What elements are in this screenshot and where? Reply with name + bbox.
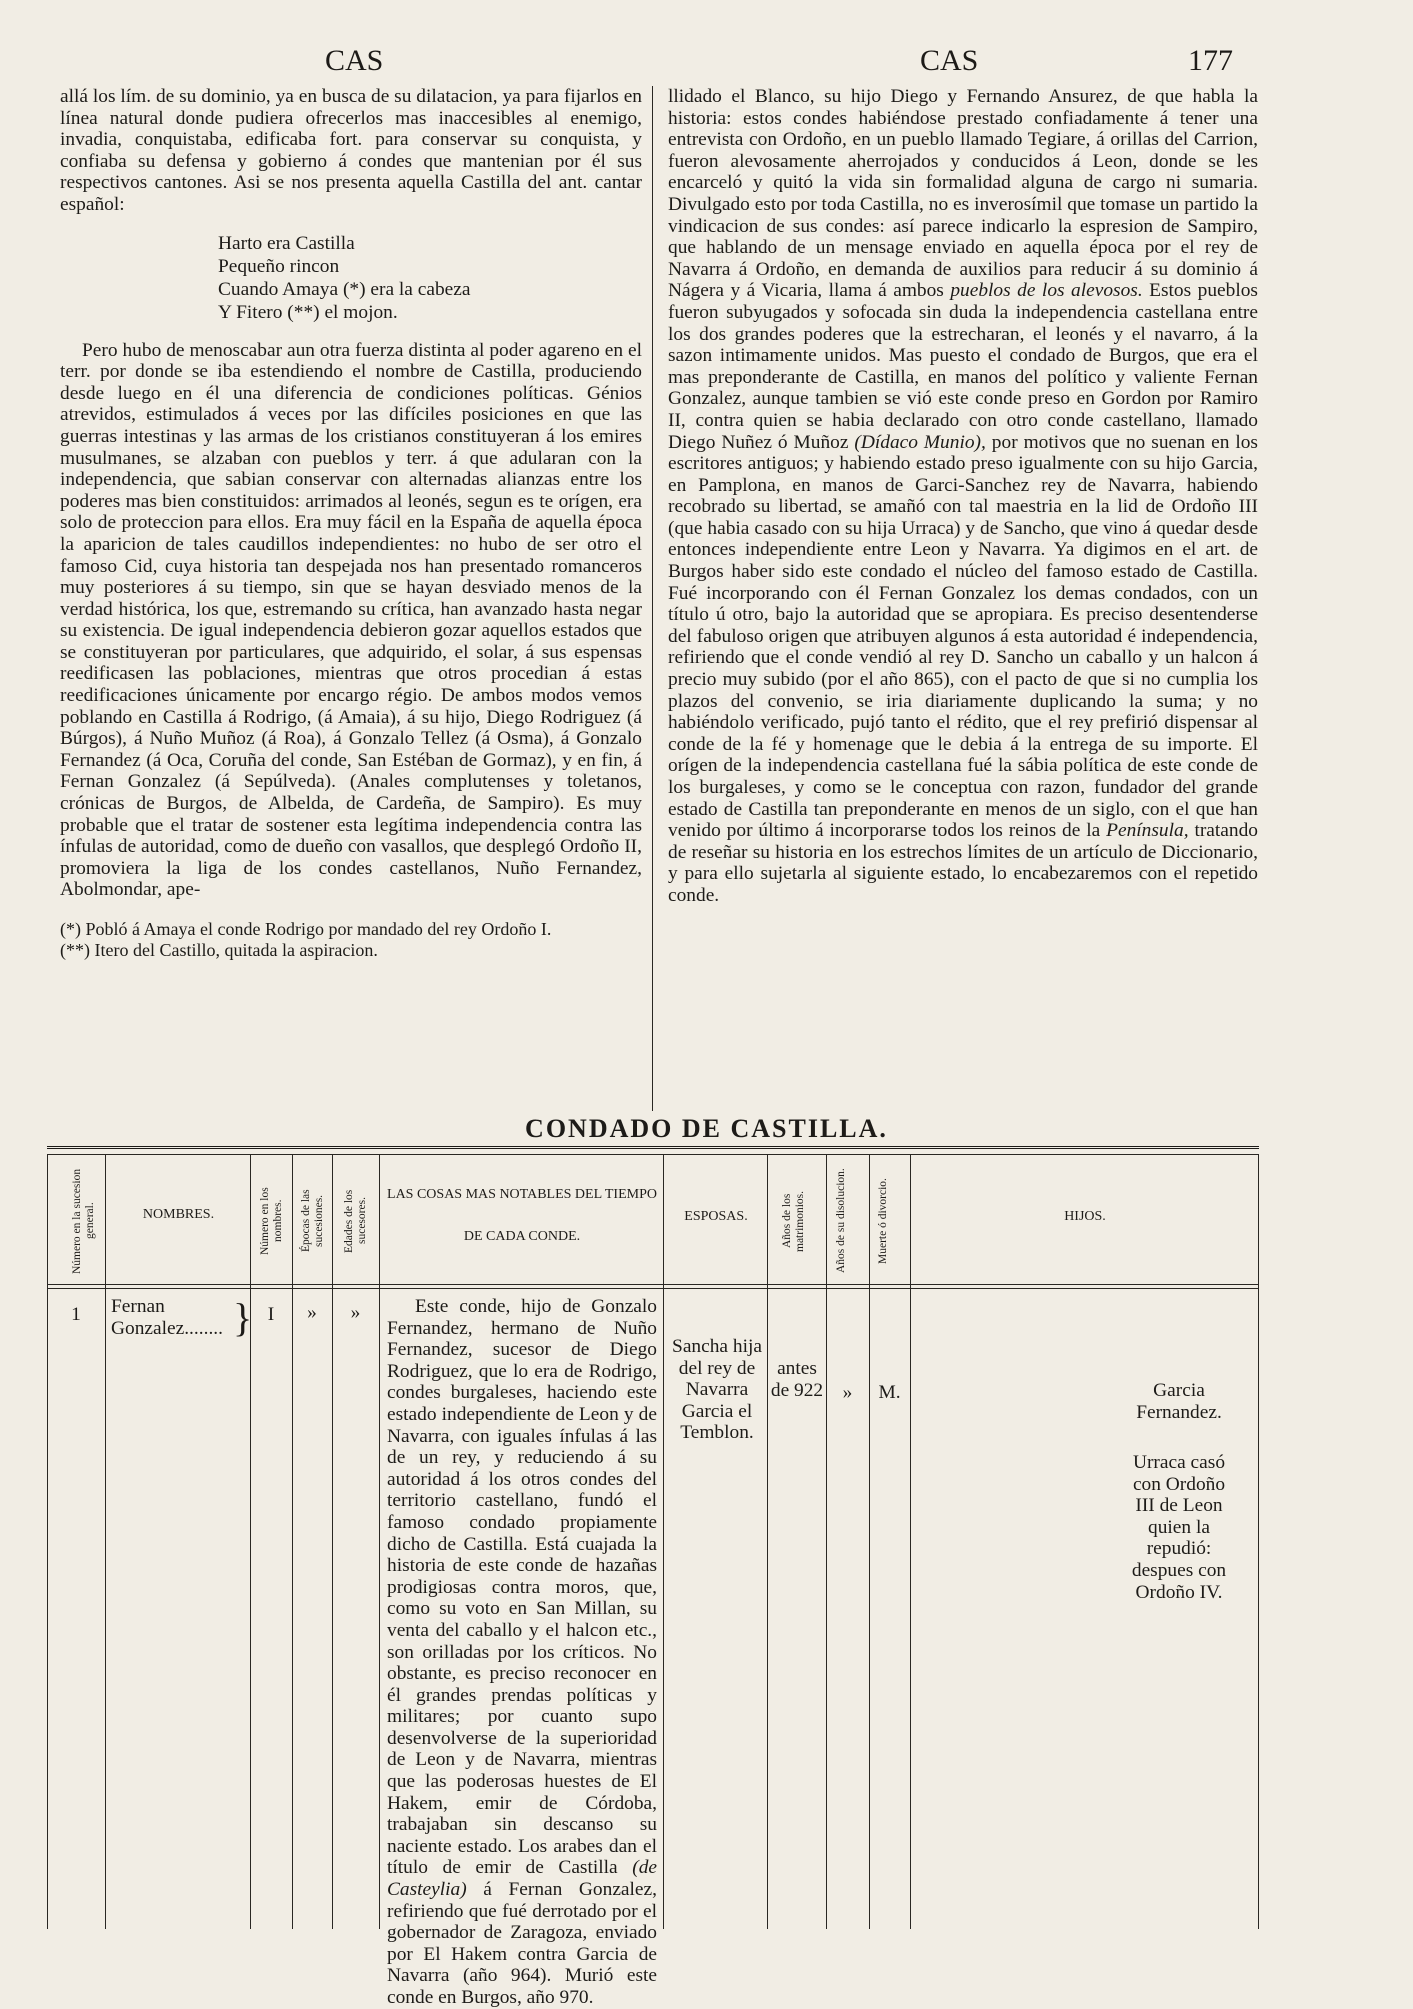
- section-title: CONDADO DE CASTILLA.: [525, 1114, 888, 1143]
- table-column-line: [250, 1154, 251, 1929]
- footnote-1: (*) Pobló á Amaya el conde Rodrigo por mandado del rey Ordoño I.: [60, 919, 552, 939]
- table-column-line: [379, 1154, 380, 1929]
- cell-hijo-2: Urraca casó con Ordoño III de Leon quien la repudió: despues con Ordoño IV.: [1131, 1452, 1227, 1603]
- cell-ano-matrimonio: antes de 922: [770, 1358, 824, 1401]
- running-header: [0, 44, 1413, 84]
- right-text-a: llidado el Blanco, su hijo Diego y Fernando Ansurez, de que habla la historia: estos condes habiéndose prestado confiadamente á tener una entrevista con Ordoño, en un pueblo llamado Tegiare, á orillas del Carrion, fueron alevosamente aherrojados y conducidos á Leon, donde se les encarceló y quitó la vida sin formalidad alguna de cargo ni sumaria. Divulgado esto por toda Castilla, no es inverosímil que tomase un partido la vindicacion de sus condes: así parece indicarlo la espresion de Sampiro, que hablando de un mensage enviado en aquella época por el rey de Navarra á Ordoño, en demanda de auxilios para reducir á su dominio á Nágera y á Vicaria, llama á ambos: [668, 86, 1258, 302]
- right-italic-2: (Dídaco Munio),: [854, 431, 986, 453]
- table-column-line: [826, 1154, 827, 1929]
- verse-line: Cuando Amaya (*) era la cabeza: [218, 278, 471, 300]
- header-muerte: Muerte ó divorcio.: [877, 1178, 889, 1264]
- table-column-line: [105, 1154, 106, 1929]
- table-column-line: [292, 1154, 293, 1929]
- counts-table: [47, 1146, 1259, 2008]
- header-edades: Edades de los sucesores.: [343, 1189, 368, 1253]
- cell-num-nombres: I: [267, 1304, 275, 1325]
- table-top-rule: [47, 1146, 1259, 1153]
- cell-hijo-1: Garcia Fernandez.: [1136, 1380, 1222, 1423]
- cell-esposa: Sancha hija del rey de Navarra Garcia el Temblon.: [672, 1336, 762, 1444]
- cell-nombre: Fernan Gonzalez........: [111, 1296, 223, 1339]
- header-nombres: NOMBRES.: [142, 1207, 215, 1222]
- left-paragraph-1: allá los lím. de su dominio, ya en busca de su dilatacion, ya para fijarlos en línea natural donde pudiera ofrecerlos mas inaccesibles al enemigo, invadia, conquistaba, edificaba fort. para conservar su conquista, y confiaba su defensa y gobierno á condes que mantenian por él sus respectivos cantones. Asi se nos presenta aquella Castilla del ant. cantar español:: [60, 86, 642, 215]
- table-border: [1258, 1154, 1259, 1929]
- table-column-line: [663, 1154, 664, 1929]
- header-cosas-line1: LAS COSAS MAS NOTABLES DEL TIEMPO: [387, 1187, 657, 1202]
- cell-num-general: 1: [71, 1304, 81, 1325]
- footnote-2: (**) Itero del Castillo, quitada la aspiracion.: [60, 940, 378, 960]
- cell-descripcion: [387, 1296, 657, 2009]
- table-rule: [47, 1284, 1259, 1285]
- right-text-c: por motivos que no suenan en los escritores antiguos; y habiendo estado preso igualmente con su hijo Garcia, en Pamplona, en manos de Garci-Sanchez rey de Navarra, habiendo recobrado su libertad, se amañó con tal maestria en la lid de Ordoño III (que habia casado con su hija Urraca) y de Sancho, que vino á quedar desde entonces independiente entre Leon y Navarra. Ya digimos en el art. de Burgos haber sido este condado el núcleo del famoso estado de Castilla. Fué incorporando con él Fernan Gonzalez los demas condados, con un título ú otro, bajo la autoridad que se apropiara. Es preciso desentenderse del fabuloso origen que atribuyen algunos á esta autoridad é independencia, refiriendo que el conde vendió al rey D. Sancho un caballo y un halcon á precio muy subido (por el año 865), con el pacto de que si no cumplia los plazos del convenio, se iria diariamente duplicando la suma; y no habiéndolo verificado, pujó tanto el rédito, que el rey prefirió dispensar al conde de la fé y homenage que le debia á la entrega de su importe. El orígen de la independencia castellana fué la sábia política de este conde de los burgaleses, y como se le conceptua con razon, fundador del grande estado de Castilla tan preponderante en menos de un siglo, con el que han venido por último á incorporarse todos los reinos de la: [668, 431, 1258, 842]
- table-column-line: [869, 1154, 870, 1929]
- left-column: [60, 86, 642, 961]
- cell-edad: »: [350, 1302, 361, 1323]
- page-number: 177: [1188, 44, 1233, 77]
- right-paragraph: [668, 86, 1258, 907]
- verse-quote: [218, 232, 642, 324]
- verse-line: Y Fitero (**) el mojon.: [218, 301, 398, 323]
- table-column-line: [910, 1154, 911, 1929]
- right-text-d: tratando de reseñar su historia en los estrechos límites de un artículo de Diccionario, y para ello sujetarla al siguiente estado, lo encabezaremos con el repetido conde.: [668, 820, 1258, 906]
- table-border: [47, 1154, 48, 1929]
- column-divider: [652, 86, 653, 1111]
- header-num-nombres: Número en los nombres.: [259, 1187, 284, 1255]
- header-hijos: HIJOS.: [1064, 1209, 1106, 1224]
- cell-ano-disolucion: »: [842, 1382, 853, 1403]
- cell-epoca: »: [307, 1302, 317, 1323]
- header-esposas: ESPOSAS.: [684, 1209, 748, 1224]
- right-column: [668, 86, 1258, 907]
- header-num-general: Número en la sucesion general.: [71, 1168, 96, 1274]
- table-column-line: [767, 1154, 768, 1929]
- descripcion-text-b: á Fernan Gonzalez, refiriendo que fué derrotado por el gobernador de Zaragoza, enviado por El Hakem contra Garcia de Navarra (año 964). Murió este conde en Burgos, año 970.: [387, 1879, 657, 2008]
- descripcion-text-a: Este conde, hijo de Gonzalo Fernandez, hermano de Nuño Fernandez, sucesor de Diego Rodriguez, que lo era de Rodrigo, condes burgaleses, haciendo este estado independiente de Leon y de Navarra, con iguales ínfulas á las de un rey, y reduciendo á su autoridad á los otros condes del territorio castellano, fundó el famoso condado propiamente dicho de Castilla. Está cuajada la historia de este conde de hazañas prodigiosas contra moros, que, como su voto en San Millan, su venta del caballo y el halcon etc., son orilladas por los críticos. No obstante, es preciso reconocer en él grandes prendas políticas y militares; por cuanto supo desenvolverse de la superioridad de Leon y de Navarra, mientras que las poderosas huestes de El Hakem, emir de Córdoba, trabajaban sin descanso su naciente estado. Los arabes dan el título de emir de Castilla: [387, 1296, 657, 1879]
- verse-line: Harto era Castilla: [218, 232, 355, 254]
- right-italic-3: Península,: [1106, 820, 1189, 842]
- header-mid-word: CAS: [920, 44, 979, 77]
- header-anos-disolucion: Años de su disolucion.: [835, 1168, 847, 1274]
- table-column-line: [332, 1154, 333, 1929]
- right-text-b: Estos pueblos fueron subyugados y sofocada sin duda la independencia castellana entre los dos grandes poderes que la estrecharan, el leonés y el navarro, á la sazon intimamente unidos. Mas puesto el condado de Burgos, que era el mas preponderante de Castilla, en manos del político y valiente Fernan Gonzalez, aunque tambien se vió este conde preso en Gordon por Ramiro II, contra quien se habia declarado con otro conde castellano, llamado Diego Nuñez ó Muñoz: [668, 280, 1258, 453]
- descripcion-italic: (de Casteylia): [387, 1857, 657, 1901]
- table-rule: [47, 1154, 1259, 1155]
- header-cosas-line2: DE CADA CONDE.: [463, 1229, 581, 1244]
- table-rule: [47, 1288, 1259, 1289]
- cell-brace: }: [233, 1295, 253, 1340]
- header-left-word: CAS: [325, 44, 384, 77]
- header-anos-matrimonios: Años de los matrimonios.: [781, 1190, 806, 1252]
- cell-muerte: M.: [878, 1382, 901, 1403]
- verse-line: Pequeño rincon: [218, 255, 340, 277]
- header-epocas: Épocas de las sucesiones.: [300, 1189, 325, 1253]
- right-italic-1: pueblos de los alevosos.: [950, 280, 1143, 302]
- left-paragraph-2: Pero hubo de menoscabar aun otra fuerza distinta al poder agareno en el terr. por donde se iba estendiendo el nombre de Castilla, produciendo desde luego en él una diferencia de condiciones políticas. Génios atrevidos, estimulados á veces por las difíciles posiciones en que las guerras intestinas y las armas de los cristianos constituyeran á los emires musulmanes, se alzaban con pueblos y terr. á que adularan con la independencia, que sabian conservar con alternadas alianzas entre los poderes mas bien constituidos: arrimados al leonés, segun es te orígen, era solo de proteccion para ellos. Era muy fácil en la España de aquella época la aparicion de tales caudillos independientes: no hubo de ser otro el famoso Cid, cuya historia tan despejada nos han presentado romanceros muy posteriores á su tiempo, sin que se hayan desviado menos de la verdad histórica, los que, estremando su crítica, han avanzado hasta negar su existencia. De igual independencia debieron gozar aquellos estados que se constituyeran por particulares, que adquirido, el solar, á sus espensas reedificasen las poblaciones, mientras que otros procedian á estas reedificaciones únicamente por encargo régio. De ambos modos vemos poblando en Castilla á Rodrigo, (á Amaia), á su hijo, Diego Rodriguez (á Búrgos), á Nuño Muñoz (á Roa), á Gonzalo Tellez (á Osma), á Gonzalo Fernandez (á Oca, Coruña del conde, San Estéban de Gormaz), y en fin, á Fernan Gonzalez (á Sepúlveda). (Anales complutenses y toletanos, crónicas de Burgos, de Albelda, de Cardeña, de Sampiro). Es muy probable que el tratar de sostener esta legítima independencia contra las ínfulas de autoridad, como de dueño con vasallos, que desplegó Ordoño II, promoviera la liga de los condes castellanos, Nuño Fernandez, Abolmondar, ape-: [60, 339, 642, 901]
